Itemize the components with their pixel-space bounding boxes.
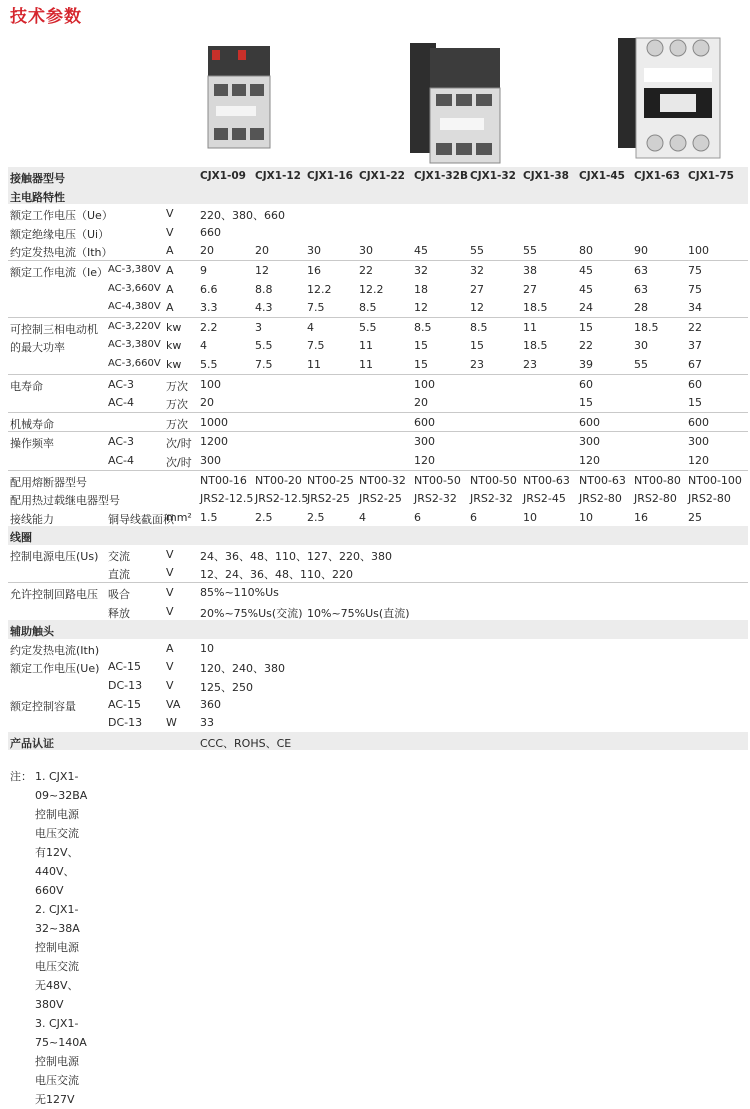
row-condition: 释放: [108, 606, 130, 620]
table-row: [8, 298, 748, 317]
row-value: 120: [688, 453, 709, 467]
row-label: 辅助触头: [10, 625, 54, 639]
model-header: CJX1-32B: [414, 170, 468, 182]
row-value: 16: [307, 263, 321, 277]
page-title: 技术参数: [10, 7, 82, 27]
row-value: 63: [634, 282, 648, 296]
row-value: 1200: [200, 435, 228, 449]
row-value: 45: [414, 244, 428, 258]
row-label: 控制电源电压(Us): [10, 549, 99, 563]
model-header: CJX1-38: [523, 170, 569, 182]
model-header: CJX1-22: [359, 170, 405, 182]
row-value: 90: [634, 244, 648, 258]
spec-table: [8, 167, 748, 750]
notes-label: 注：: [10, 770, 32, 783]
row-value: 23: [470, 357, 484, 371]
row-value: 30: [307, 244, 321, 258]
row-value: 60: [688, 377, 702, 391]
table-row: [8, 508, 748, 527]
row-unit: A: [166, 641, 174, 655]
row-value: 30: [634, 339, 648, 353]
row-condition: AC-3,380V: [108, 263, 161, 275]
table-row: [8, 355, 748, 374]
table-row: [8, 317, 748, 337]
row-value: 15: [470, 339, 484, 353]
row-value: JRS2-45: [523, 492, 566, 506]
row-value: 27: [523, 282, 537, 296]
row-label: 电寿命: [10, 379, 43, 393]
row-value: 4.3: [255, 301, 273, 315]
table-row: [8, 204, 748, 223]
row-value: 15: [579, 396, 593, 410]
table-row: [8, 639, 748, 658]
model-header: CJX1-12: [255, 170, 301, 182]
row-value: JRS2-12.5: [200, 492, 254, 506]
row-value: 4: [359, 510, 366, 524]
table-row: [8, 470, 748, 490]
row-value: 10: [200, 641, 214, 655]
row-value: 75: [688, 282, 702, 296]
row-condition: AC-4: [108, 453, 134, 467]
row-value: 18.5: [523, 339, 548, 353]
row-unit: 万次: [166, 379, 188, 393]
model-header: CJX1-63: [634, 170, 680, 182]
row-value: 3: [255, 320, 262, 334]
row-condition: AC-3,660V: [108, 282, 161, 294]
row-unit: mm²: [166, 510, 192, 524]
row-unit: A: [166, 301, 174, 315]
row-value: 300: [414, 435, 435, 449]
row-value: 7.5: [255, 357, 273, 371]
row-value: JRS2-80: [634, 492, 677, 506]
row-value: 100: [414, 377, 435, 391]
row-value: 8.5: [359, 301, 377, 315]
row-unit: A: [166, 263, 174, 277]
row-value: 6: [470, 510, 477, 524]
row-unit: V: [166, 604, 174, 618]
row-value: 39: [579, 357, 593, 371]
row-condition: AC-4,380V: [108, 301, 161, 313]
row-value: 8.8: [255, 282, 273, 296]
row-value: 15: [414, 357, 428, 371]
row-value: 100: [200, 377, 221, 391]
note-item: 3. CJX1-75~140A控制电源电压交流无127V: [35, 1017, 87, 1106]
row-label: 操作频率: [10, 437, 54, 451]
row-value: 55: [523, 244, 537, 258]
row-value: NT00-63: [579, 473, 626, 487]
row-value: 9: [200, 263, 207, 277]
row-value: 2.5: [255, 510, 273, 524]
model-header: CJX1-16: [307, 170, 353, 182]
contactor-small-image: [190, 28, 290, 168]
row-value: 300: [200, 453, 221, 467]
row-value: 32: [470, 263, 484, 277]
row-value: 45: [579, 282, 593, 296]
row-value: 100: [688, 244, 709, 258]
row-value: NT00-32: [359, 473, 406, 487]
row-value: JRS2-12.5: [255, 492, 309, 506]
row-value: NT00-63: [523, 473, 570, 487]
row-value: NT00-25: [307, 473, 354, 487]
note-item: 2. CJX1-32~38A控制电源电压交流无48V、380V: [35, 903, 80, 1011]
row-value: 15: [579, 320, 593, 334]
table-row: [8, 393, 748, 412]
row-value: 6.6: [200, 282, 218, 296]
row-unit: V: [166, 566, 174, 580]
row-value: 27: [470, 282, 484, 296]
row-value: 3.3: [200, 301, 218, 315]
row-condition: 铜导线截面积: [108, 512, 174, 526]
table-row: [8, 223, 748, 242]
row-label: 产品认证: [10, 736, 54, 750]
row-value: 60: [579, 377, 593, 391]
row-value: 660: [200, 225, 221, 239]
row-value: 37: [688, 339, 702, 353]
row-value: JRS2-32: [414, 492, 457, 506]
row-unit: kw: [166, 320, 182, 334]
row-label: 接线能力: [10, 512, 54, 526]
row-value: 24、36、48、110、127、220、380: [200, 549, 392, 563]
table-row: [8, 412, 748, 432]
row-value: 8.5: [414, 320, 432, 334]
row-value: 10: [579, 510, 593, 524]
row-value: 12: [255, 263, 269, 277]
row-value: 6: [414, 510, 421, 524]
row-value: 55: [634, 357, 648, 371]
row-value: 120、240、380: [200, 662, 285, 676]
row-value: 34: [688, 301, 702, 315]
row-value: 220、380、660: [200, 209, 285, 223]
row-condition: 交流: [108, 549, 130, 563]
row-value: 1000: [200, 415, 228, 429]
row-label: 的最大功率: [10, 341, 65, 355]
section-row: [8, 732, 748, 751]
table-row: [8, 602, 748, 621]
row-unit: kw: [166, 339, 182, 353]
model-header: CJX1-45: [579, 170, 625, 182]
row-value: 20%~75%Us(交流): [200, 606, 303, 620]
note-item: 1. CJX1-09~32BA控制电源电压交流有12V、440V、660V: [35, 770, 88, 897]
row-value: 12: [470, 301, 484, 315]
row-unit: 万次: [166, 417, 188, 431]
row-value: 2.5: [307, 510, 325, 524]
row-condition: 吸合: [108, 588, 130, 602]
row-value: 125、250: [200, 681, 253, 695]
row-value: CCC、ROHS、CE: [200, 736, 292, 750]
row-value: 360: [200, 697, 221, 711]
row-value: 20: [200, 396, 214, 410]
row-unit: W: [166, 716, 177, 730]
row-value: 22: [688, 320, 702, 334]
row-unit: V: [166, 586, 174, 600]
row-condition: AC-3: [108, 377, 134, 391]
row-value: 600: [688, 415, 709, 429]
row-value: 16: [634, 510, 648, 524]
row-unit: kw: [166, 357, 182, 371]
row-unit: 次/时: [166, 437, 192, 451]
row-label: 可控制三相电动机: [10, 322, 98, 336]
row-label: 额定绝缘电压（Ui）: [10, 227, 110, 241]
table-row: [8, 241, 748, 260]
row-value: JRS2-25: [359, 492, 402, 506]
row-value: 20: [414, 396, 428, 410]
row-unit: VA: [166, 697, 181, 711]
row-value: NT00-100: [688, 473, 742, 487]
row-value: 5.5: [255, 339, 273, 353]
row-value: NT00-50: [470, 473, 517, 487]
row-value: JRS2-80: [688, 492, 731, 506]
model-header: CJX1-32: [470, 170, 516, 182]
row-unit: A: [166, 244, 174, 258]
table-row: [8, 582, 748, 602]
row-condition: AC-15: [108, 660, 141, 674]
row-value: NT00-80: [634, 473, 681, 487]
row-unit: V: [166, 547, 174, 561]
table-row: [8, 260, 748, 280]
row-value: 11: [307, 357, 321, 371]
table-row: [8, 713, 748, 732]
row-value: 120: [414, 453, 435, 467]
row-label: 约定发热电流(Ith): [10, 643, 100, 657]
row-value: 75: [688, 263, 702, 277]
contactor-large-image: [610, 28, 730, 168]
row-value: 30: [359, 244, 373, 258]
table-row: [8, 431, 748, 451]
row-value: 38: [523, 263, 537, 277]
table-row: [8, 657, 748, 676]
row-unit: 次/时: [166, 455, 192, 469]
row-condition: AC-15: [108, 697, 141, 711]
table-row: [8, 374, 748, 394]
row-unit: V: [166, 660, 174, 674]
row-value: NT00-20: [255, 473, 302, 487]
table-row: [8, 676, 748, 695]
row-value: 18.5: [523, 301, 548, 315]
row-value: 22: [359, 263, 373, 277]
section-row: [8, 167, 748, 186]
model-header: CJX1-09: [200, 170, 246, 182]
section-row: [8, 186, 748, 205]
row-value: JRS2-80: [579, 492, 622, 506]
row-condition: 直流: [108, 568, 130, 582]
row-label: 主电路特性: [10, 190, 65, 204]
table-row: [8, 563, 748, 582]
row-label: 接触器型号: [10, 172, 65, 185]
row-value: 20: [255, 244, 269, 258]
row-value: 12.2: [359, 282, 384, 296]
row-value: 25: [688, 510, 702, 524]
row-value: 10: [523, 510, 537, 524]
row-value: 7.5: [307, 339, 325, 353]
row-value: 24: [579, 301, 593, 315]
row-value: 12: [414, 301, 428, 315]
row-value: 18.5: [634, 320, 659, 334]
row-value: 10%~75%Us(直流): [307, 606, 410, 620]
row-value: 33: [200, 716, 214, 730]
row-label: 允许控制回路电压: [10, 588, 98, 602]
row-unit: 万次: [166, 398, 188, 412]
row-value: 23: [523, 357, 537, 371]
row-condition: AC-3,380V: [108, 339, 161, 351]
row-value: 5.5: [200, 357, 218, 371]
row-unit: A: [166, 282, 174, 296]
row-label: 配用热过载继电器型号: [10, 494, 120, 508]
row-value: 18: [414, 282, 428, 296]
row-unit: V: [166, 679, 174, 693]
row-label: 线圈: [10, 531, 32, 545]
row-value: 4: [307, 320, 314, 334]
row-value: NT00-16: [200, 473, 247, 487]
row-value: 12、24、36、48、110、220: [200, 568, 353, 582]
row-label: 约定发热电流（Ith）: [10, 246, 113, 260]
row-value: 15: [414, 339, 428, 353]
row-value: 67: [688, 357, 702, 371]
row-value: 15: [688, 396, 702, 410]
row-value: 2.2: [200, 320, 218, 334]
row-value: 8.5: [470, 320, 488, 334]
row-label: 额定工作电压(Ue): [10, 662, 100, 676]
row-value: 300: [579, 435, 600, 449]
contactor-medium-image: [400, 28, 510, 168]
row-value: 11: [359, 357, 373, 371]
row-value: 22: [579, 339, 593, 353]
row-value: 80: [579, 244, 593, 258]
model-header: CJX1-75: [688, 170, 734, 182]
table-row: [8, 545, 748, 564]
row-label: 额定工作电流（Ie）: [10, 265, 109, 279]
table-row: [8, 280, 748, 299]
row-value: 600: [579, 415, 600, 429]
table-row: [8, 695, 748, 714]
row-value: 300: [688, 435, 709, 449]
row-label: 机械寿命: [10, 417, 54, 431]
row-value: 63: [634, 263, 648, 277]
row-value: NT00-50: [414, 473, 461, 487]
row-value: 32: [414, 263, 428, 277]
row-unit: V: [166, 225, 174, 239]
row-value: 28: [634, 301, 648, 315]
table-row: [8, 336, 748, 355]
row-label: 额定控制容量: [10, 699, 76, 713]
row-condition: AC-3: [108, 435, 134, 449]
row-condition: AC-3,220V: [108, 320, 161, 332]
row-unit: V: [166, 207, 174, 221]
row-value: 1.5: [200, 510, 218, 524]
section-row: [8, 526, 748, 545]
table-row: [8, 489, 748, 508]
row-value: 20: [200, 244, 214, 258]
row-condition: AC-3,660V: [108, 357, 161, 369]
row-value: 600: [414, 415, 435, 429]
row-label: 配用熔断器型号: [10, 475, 87, 489]
row-value: 120: [579, 453, 600, 467]
row-value: 85%~110%Us: [200, 586, 279, 600]
row-value: 11: [523, 320, 537, 334]
row-value: JRS2-25: [307, 492, 350, 506]
row-label: 额定工作电压（Ue）: [10, 209, 113, 223]
row-value: 7.5: [307, 301, 325, 315]
table-row: [8, 451, 748, 470]
row-condition: DC-13: [108, 716, 143, 730]
section-row: [8, 620, 748, 639]
row-value: 45: [579, 263, 593, 277]
row-value: 55: [470, 244, 484, 258]
row-value: 11: [359, 339, 373, 353]
row-condition: DC-13: [108, 679, 143, 693]
row-value: 12.2: [307, 282, 332, 296]
row-value: JRS2-32: [470, 492, 513, 506]
row-condition: AC-4: [108, 396, 134, 410]
row-value: 4: [200, 339, 207, 353]
row-value: 5.5: [359, 320, 377, 334]
